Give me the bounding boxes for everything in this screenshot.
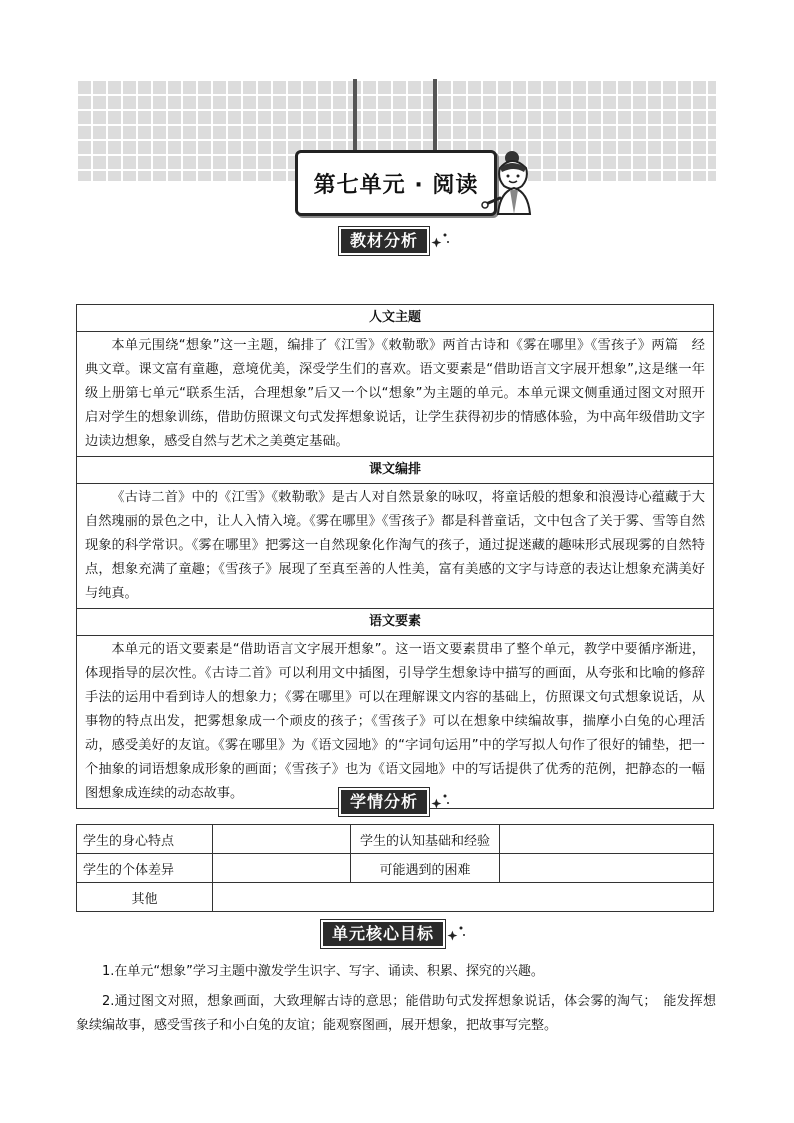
section-heading-label: 单元核心目标	[321, 920, 445, 948]
table-cell-empty[interactable]	[213, 883, 714, 912]
table-cell-label: 学生的身心特点	[77, 825, 213, 854]
humanities-theme-heading: 人文主题	[77, 305, 713, 332]
core-goals-list	[76, 960, 716, 1044]
section-heading-label: 教材分析	[339, 227, 429, 255]
table-cell-label: 可能遇到的困难	[351, 854, 500, 883]
goal-item: 2.通过图文对照，想象画面，大致理解古诗的意思；能借助句式发挥想象说话，体会雾的淘气； 能发挥想象续编故事，感受雪孩子和小白兔的友谊；能观察图画，展开想象，把故事写完整。	[76, 994, 716, 1033]
unit-title-board	[295, 150, 497, 216]
hanging-rope-left	[353, 79, 357, 153]
language-elements-text: 本单元的语文要素是“借助语言文字展开想象”。这一语文要素贯串了整个单元，教学中要循序渐进，体现指导的层次性。《古诗二首》可以利用文中插图，引导学生想象诗中描写的画面，从夸张和比喻的修辞手法的运用中看到诗人的想象力；《雾在哪里》可以在理解课文内容的基础上，仿照课文句式想象说话，从事物的特点出发，把雾想象成一个顽皮的孩子；《雪孩子》可以在想象中续编故事，揣摩小白兔的心理活动，感受美好的友谊。《雾在哪里》为《语文园地》的“字词句运用”中的学写拟人句作了很好的铺垫，把一个抽象的词语想象成形象的画面；《雪孩子》也为《语文园地》中的写话提供了优秀的范例，把静态的一幅图想象成连续的动态故事。	[85, 642, 705, 801]
text-arrangement-heading: 课文编排	[77, 457, 713, 484]
table-row	[77, 825, 714, 854]
sparkle-icon	[431, 790, 451, 814]
table-cell-label: 学生的认知基础和经验	[351, 825, 500, 854]
language-elements-heading: 语文要素	[77, 609, 713, 636]
table-cell-empty[interactable]	[213, 854, 351, 883]
sparkle-icon	[431, 229, 451, 253]
hanging-rope-right	[433, 79, 437, 153]
goal-item: 1.在单元“想象”学习主题中激发学生识字、写字、诵读、积累、探究的兴趣。	[102, 964, 544, 979]
table-cell-empty[interactable]	[213, 825, 351, 854]
table-row	[77, 854, 714, 883]
textbook-analysis-table	[76, 304, 714, 809]
text-arrangement-text: 《古诗二首》中的《江雪》《敕勒歌》是古人对自然景象的咏叹，将童话般的想象和浪漫诗心蕴藏于大自然瑰丽的景色之中，让人入情入境。《雾在哪里》《雪孩子》都是科普童话，文中包含了关于雾、雪等自然现象的科学常识。《雾在哪里》把雾这一自然现象化作淘气的孩子，通过捉迷藏的趣味形式展现雾的自然特点，想象充满了童趣；《雪孩子》展现了至真至善的人性美，富有美感的文字与诗意的表达让想象充满美好与纯真。	[77, 484, 713, 609]
section-heading-core-goals	[321, 922, 467, 946]
humanities-theme-text: 本单元围绕“想象”这一主题，编排了《江雪》《敕勒歌》两首古诗和《雾在哪里》《雪孩子》两篇 经典文章。课文富有童趣，意境优美，深受学生们的喜欢。语文要素是“借助语言文字展开想象”,这是继一年级上册第七单元“联系生活，合理想象”后又一个以“想象”为主题的单元。本单元课文侧重通过图文对照开启对学生的想象训练，借助仿照课文句式发挥想象说话，让学生获得初步的情感体验，为中高年级借助文字边读边想象，感受自然与艺术之美奠定基础。	[77, 332, 713, 457]
learner-analysis-table	[76, 824, 714, 912]
table-cell-label: 学生的个体差异	[77, 854, 213, 883]
unit-title: 第七单元 · 阅读	[313, 172, 479, 198]
table-cell-empty[interactable]	[500, 825, 714, 854]
table-row	[77, 883, 714, 912]
section-heading-learner-analysis	[339, 790, 451, 814]
table-cell-label: 其他	[77, 883, 213, 912]
sparkle-icon	[447, 922, 467, 946]
teacher-illustration-icon	[478, 150, 538, 216]
section-heading-label: 学情分析	[339, 788, 429, 816]
section-heading-textbook-analysis	[339, 229, 451, 253]
table-cell-empty[interactable]	[500, 854, 714, 883]
